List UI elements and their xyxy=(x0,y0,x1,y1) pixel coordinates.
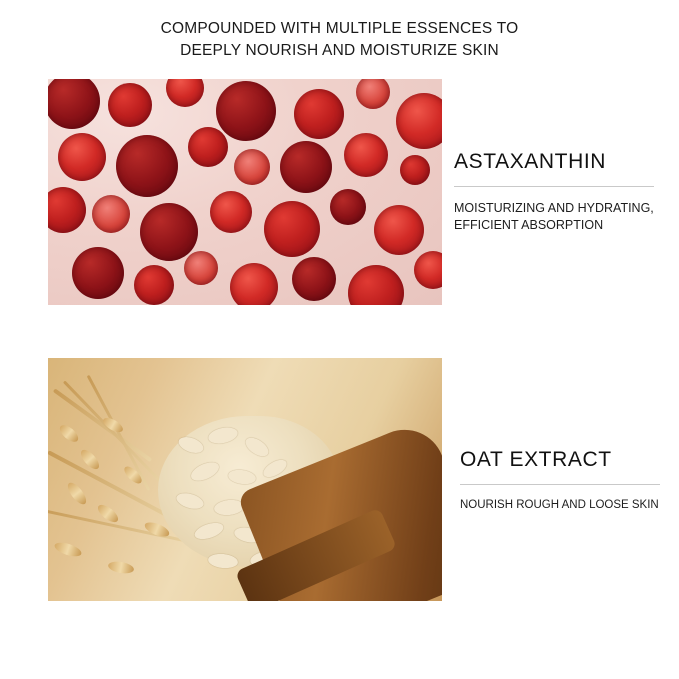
astaxanthin-droplet xyxy=(330,189,366,225)
astaxanthin-droplet xyxy=(234,149,270,185)
astaxanthin-droplet xyxy=(108,83,152,127)
oat-extract-title: OAT EXTRACT xyxy=(460,448,612,471)
astaxanthin-droplet xyxy=(58,133,106,181)
astaxanthin-droplet xyxy=(292,257,336,301)
astaxanthin-droplet xyxy=(92,195,130,233)
astaxanthin-droplet xyxy=(134,265,174,305)
astaxanthin-droplet xyxy=(184,251,218,285)
astaxanthin-droplet xyxy=(72,247,124,299)
astaxanthin-droplet xyxy=(216,81,276,141)
oat-extract-description: NOURISH ROUGH AND LOOSE SKIN xyxy=(460,499,659,511)
astaxanthin-description xyxy=(454,200,654,234)
astaxanthin-description-line-2: EFFICIENT ABSORPTION xyxy=(454,218,604,232)
headline-line-1: COMPOUNDED WITH MULTIPLE ESSENCES TO xyxy=(160,20,519,37)
astaxanthin-title: ASTAXANTHIN xyxy=(454,150,607,173)
oat-extract-text-block xyxy=(460,448,660,513)
astaxanthin-description-line-1: MOISTURIZING AND HYDRATING, xyxy=(454,201,654,215)
astaxanthin-droplet xyxy=(230,263,278,305)
astaxanthin-droplet xyxy=(294,89,344,139)
headline-line-2: DEEPLY NOURISH AND MOISTURIZE SKIN xyxy=(180,42,499,59)
astaxanthin-droplet xyxy=(344,133,388,177)
astaxanthin-divider xyxy=(454,186,654,187)
astaxanthin-droplet xyxy=(210,191,252,233)
oat-extract-divider xyxy=(460,484,660,485)
astaxanthin-droplet xyxy=(188,127,228,167)
astaxanthin-droplet xyxy=(400,155,430,185)
astaxanthin-droplet xyxy=(116,135,178,197)
astaxanthin-image xyxy=(48,79,442,305)
astaxanthin-droplet xyxy=(140,203,198,261)
page-headline xyxy=(0,18,679,62)
astaxanthin-text-block xyxy=(454,150,654,234)
oat-extract-image xyxy=(48,358,442,601)
astaxanthin-droplet xyxy=(264,201,320,257)
astaxanthin-droplet xyxy=(280,141,332,193)
astaxanthin-droplet xyxy=(374,205,424,255)
